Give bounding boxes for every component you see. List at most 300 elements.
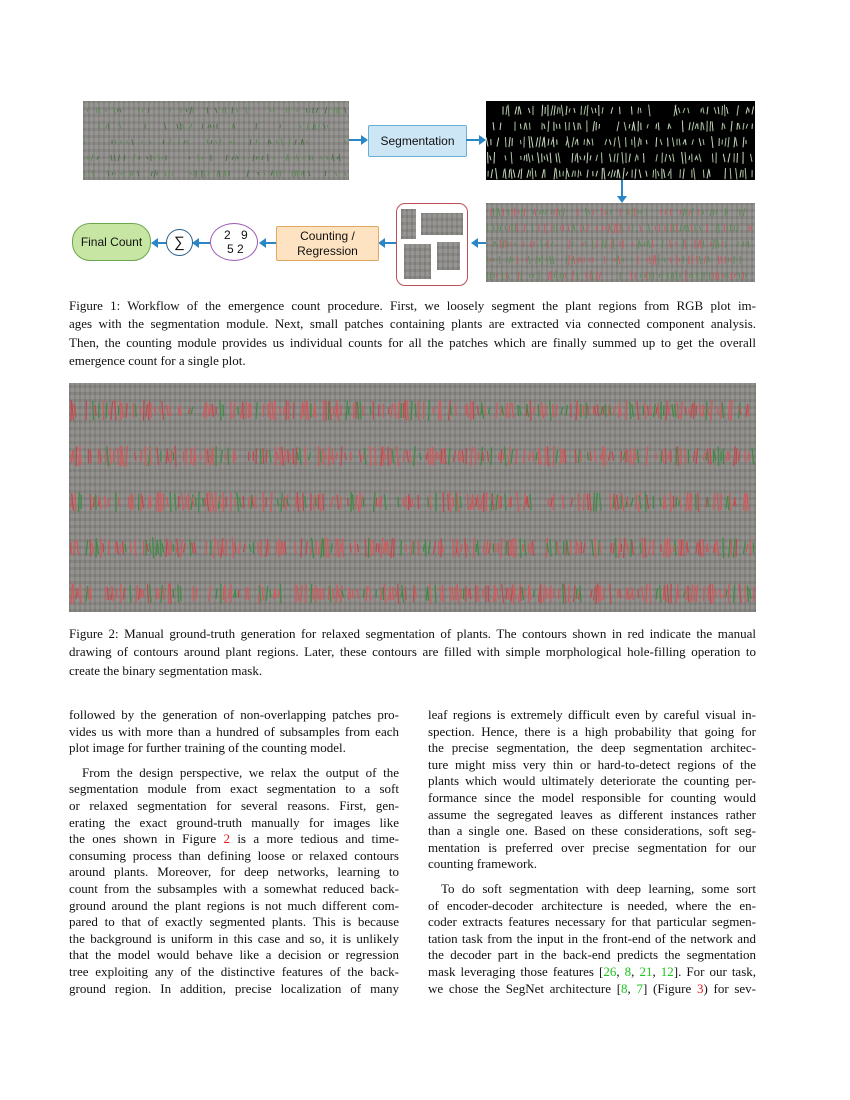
plant-mark <box>454 451 456 462</box>
plant-mark <box>325 171 326 176</box>
body-text-line <box>69 981 399 998</box>
plant-mark <box>442 543 444 553</box>
plant-mark <box>135 539 136 556</box>
plant-mark <box>171 542 172 554</box>
caption-line: Figure 1: Workflow of the emergence count procedure. First, we loosely segment the plant regions from RGB plot im- <box>69 298 756 313</box>
text: tree exploiting any of the distinctive features of the back- <box>69 963 399 979</box>
plant-mark <box>579 405 580 415</box>
arrowhead <box>259 238 266 248</box>
plant-mark <box>566 168 567 179</box>
plant-mark <box>683 140 685 145</box>
plant-mark <box>182 124 184 129</box>
plant-mark <box>489 407 490 414</box>
plant-mark <box>750 540 751 556</box>
plant-mark <box>86 540 88 556</box>
plant-mark <box>337 495 338 510</box>
text: ground around the plant regions is not much different com- <box>69 897 399 913</box>
plant-mark <box>631 498 633 507</box>
plant-mark <box>527 496 528 508</box>
plant-mark <box>328 538 329 557</box>
plant-mark <box>243 402 244 420</box>
plant-mark <box>500 225 501 232</box>
plant-mark <box>106 403 107 419</box>
plant-mark <box>569 108 570 112</box>
body-text-line <box>69 740 399 757</box>
plant-mark <box>554 106 555 116</box>
plant-mark <box>321 538 323 558</box>
plant-mark <box>249 403 250 418</box>
plant-mark <box>685 407 686 415</box>
plant-mark <box>266 539 268 557</box>
plant-mark <box>551 241 553 247</box>
plant-mark <box>664 257 665 262</box>
plant-mark <box>132 495 133 509</box>
body-text-line <box>69 864 399 881</box>
plant-mark <box>591 107 593 113</box>
plant-mark <box>572 171 573 177</box>
plant-mark <box>442 585 443 602</box>
plant-mark <box>610 226 611 230</box>
plant-mark <box>736 138 737 146</box>
plant-mark <box>171 450 172 462</box>
plant-mark <box>309 155 310 160</box>
plant-mark <box>486 138 488 147</box>
plant-mark <box>536 137 538 146</box>
citation-link[interactable]: 8 <box>621 980 628 996</box>
plant-mark <box>689 209 690 215</box>
plant-mark <box>597 404 598 416</box>
plant-mark <box>192 497 193 507</box>
plant-mark <box>676 242 677 246</box>
plant-mark <box>449 586 451 601</box>
plant-mark <box>147 584 148 603</box>
plant-mark <box>587 494 588 510</box>
text: ]. For our task, <box>673 963 757 979</box>
plant-mark <box>736 448 737 464</box>
plant-mark <box>168 540 169 556</box>
plant-mark <box>544 137 545 148</box>
plant-mark <box>667 272 668 279</box>
plant-mark <box>524 494 526 511</box>
plant-mark <box>584 543 586 553</box>
citation-link[interactable]: 26 <box>603 963 617 979</box>
plant-mark <box>235 590 236 598</box>
plant-mark <box>730 225 731 233</box>
body-text-line <box>428 914 756 931</box>
plant-mark <box>476 497 477 507</box>
plant-mark <box>711 400 712 421</box>
plant-mark <box>493 122 494 130</box>
plant-mark <box>527 170 529 178</box>
citation-link[interactable]: 7 <box>636 980 643 996</box>
plant-mark <box>736 168 737 180</box>
plant-mark <box>728 137 729 147</box>
plant-mark <box>731 121 732 132</box>
plant-mark <box>672 137 674 146</box>
count-value: 2 <box>237 242 244 256</box>
text: we chose the SegNet architecture [ <box>428 980 622 996</box>
plant-mark <box>731 271 732 279</box>
plant-mark <box>164 171 166 177</box>
plant-mark <box>675 540 676 555</box>
plant-mark <box>691 585 693 603</box>
plant-mark <box>476 544 477 552</box>
plant-mark <box>130 585 131 603</box>
plant-mark <box>646 272 647 280</box>
plant-mark <box>669 542 671 553</box>
plant-mark <box>734 225 735 231</box>
plant-mark <box>149 401 150 420</box>
plant-mark <box>341 447 342 466</box>
plant-mark <box>518 405 519 416</box>
plant-mark <box>589 493 591 511</box>
plant-mark <box>497 225 499 231</box>
plant-mark <box>475 447 476 465</box>
plant-mark <box>601 453 602 460</box>
plant-mark <box>563 583 564 604</box>
plant-mark <box>551 210 553 214</box>
plant-mark <box>584 155 585 160</box>
plant-mark <box>490 272 491 280</box>
plant-mark <box>596 583 598 604</box>
plant-mark <box>551 225 552 232</box>
plant-mark <box>414 446 416 466</box>
plant-mark <box>407 400 409 421</box>
plant-mark <box>424 544 425 551</box>
plant-mark <box>390 587 391 600</box>
plant-mark <box>236 109 238 112</box>
arrow <box>466 139 480 141</box>
plant-mark <box>685 449 686 463</box>
plant-mark <box>257 172 259 175</box>
text: ] (Figure <box>642 980 697 996</box>
body-text-line <box>428 981 756 998</box>
plant-mark <box>699 256 701 264</box>
plant-mark <box>136 585 137 602</box>
plant-mark <box>268 404 269 417</box>
plant-mark <box>740 170 741 178</box>
plant-mark <box>605 210 607 215</box>
plant-mark <box>207 107 208 113</box>
plant-mark <box>614 138 615 147</box>
plant-mark <box>202 123 203 129</box>
figure-ref-link[interactable]: 3 <box>696 980 704 996</box>
plant-mark <box>329 401 331 420</box>
text: plot image for further training of the counting model. <box>69 740 346 756</box>
plant-mark <box>250 139 251 145</box>
plant-mark <box>277 498 278 506</box>
plant-mark <box>435 585 436 603</box>
plant-mark <box>118 155 120 161</box>
plant-mark <box>699 154 701 162</box>
plant-mark <box>449 400 451 420</box>
plant-mark <box>249 544 251 552</box>
plant-mark <box>90 539 91 556</box>
plant-mark <box>207 493 209 511</box>
plant-mark <box>618 256 620 265</box>
plant-mark <box>202 156 203 159</box>
plant-mark <box>565 273 566 279</box>
plant-mark <box>121 172 122 175</box>
plant-mark <box>728 257 729 262</box>
plant-mark <box>520 140 521 144</box>
plant-mark <box>515 588 516 600</box>
plant-mark <box>95 405 96 416</box>
plant-mark <box>713 209 714 215</box>
plant-mark <box>391 448 392 464</box>
plant-mark <box>561 105 563 116</box>
plant-mark <box>232 156 234 160</box>
plant-mark <box>564 449 566 463</box>
plant-mark <box>115 140 116 144</box>
plant-mark <box>533 241 535 247</box>
plant-mark <box>161 585 162 603</box>
figure-ref-link[interactable]: 2 <box>223 831 230 847</box>
plant-mark <box>530 494 531 510</box>
plant-mark <box>297 586 298 601</box>
plant-mark <box>237 157 238 160</box>
body-text-line <box>69 881 399 898</box>
plant-mark <box>712 584 713 603</box>
plant-mark <box>653 255 655 265</box>
plant-mark <box>178 139 179 145</box>
plant-mark <box>619 538 621 558</box>
plant-mark <box>209 405 210 417</box>
plant-mark <box>535 170 536 176</box>
plant-mark <box>508 105 509 117</box>
plant-mark <box>645 492 646 512</box>
plant-mark <box>659 274 660 278</box>
plant-mark <box>209 492 211 513</box>
plant-mark <box>336 452 337 460</box>
text: around plants. Moreover, for deep networks, learning to <box>69 864 399 880</box>
plant-mark <box>572 223 573 233</box>
plant-mark <box>160 539 161 557</box>
plant-mark <box>498 208 500 216</box>
plant-mark <box>545 242 547 246</box>
plant-mark <box>640 542 641 553</box>
citation-link[interactable]: 8 <box>624 963 632 979</box>
plant-mark <box>670 257 671 263</box>
plant-mark <box>577 271 578 279</box>
arrowhead <box>479 135 486 145</box>
plant-mark <box>261 539 262 557</box>
plant-mark <box>596 240 597 247</box>
body-text-line <box>69 931 399 948</box>
plant-mark <box>752 106 754 114</box>
arrow <box>384 242 396 244</box>
plant-mark <box>285 450 286 462</box>
plant-mark <box>673 272 674 279</box>
plant-mark <box>716 210 717 215</box>
plant-mark <box>486 493 487 511</box>
arrowhead <box>361 135 368 145</box>
plant-mark <box>622 493 624 511</box>
plant-mark <box>279 406 281 414</box>
plant-mark <box>499 495 500 509</box>
plant-mark <box>526 257 527 262</box>
plant-mark <box>515 107 517 115</box>
plant-mark <box>646 140 647 144</box>
plant-mark <box>696 584 698 602</box>
plant-mark <box>605 240 606 248</box>
plant-mark <box>307 401 308 420</box>
plant-mark <box>528 153 530 162</box>
sum-circle <box>166 229 193 256</box>
text: consuming process than defining loose or relaxed contours <box>69 847 399 863</box>
body-text-line <box>69 765 399 782</box>
plant-mark <box>520 586 521 601</box>
plant-mark <box>626 401 627 420</box>
plant-mark <box>97 542 99 555</box>
plant-mark <box>592 540 594 557</box>
plant-mark <box>703 240 704 247</box>
plant-mark <box>559 588 560 599</box>
plant-mark <box>709 258 710 263</box>
plant-mark <box>522 587 524 600</box>
plant-mark <box>344 172 346 176</box>
plant-mark <box>634 447 635 465</box>
citation-link[interactable]: 12 <box>660 963 674 979</box>
patch <box>401 209 416 239</box>
plant-mark <box>596 493 597 512</box>
plant-mark <box>576 589 577 599</box>
plant-mark <box>429 400 430 421</box>
plant-mark <box>628 587 629 600</box>
plant-mark <box>648 406 649 416</box>
plant-mark <box>587 105 588 116</box>
plant-mark <box>154 156 155 159</box>
plant-mark <box>511 540 512 556</box>
plant-mark <box>614 223 616 233</box>
plant-mark <box>583 226 584 231</box>
plant-mark <box>430 448 431 465</box>
plant-mark <box>513 170 515 178</box>
plant-mark <box>574 585 576 601</box>
plant-mark <box>556 271 557 281</box>
plant-mark <box>580 156 581 160</box>
plant-mark <box>520 538 521 558</box>
plant-mark <box>717 539 719 556</box>
plant-mark <box>534 407 535 414</box>
plant-mark <box>329 446 330 466</box>
plant-mark <box>692 208 693 217</box>
plant-mark <box>71 450 73 463</box>
plant-mark <box>109 406 110 414</box>
body-column-left <box>69 707 399 997</box>
plant-mark <box>529 452 531 461</box>
plant-mark <box>608 171 610 175</box>
figure-1-caption <box>69 297 756 370</box>
plant-mark <box>92 543 94 553</box>
plant-mark <box>700 539 701 556</box>
plant-mark <box>369 586 371 601</box>
plant-mark <box>725 256 726 264</box>
plant-mark <box>235 452 236 460</box>
plant-mark <box>530 400 531 420</box>
plant-mark <box>511 449 513 463</box>
text: count from the subsamples with a somewhat reduced back- <box>69 880 399 896</box>
plant-mark <box>722 123 723 130</box>
plant-mark <box>375 447 376 466</box>
plant-mark <box>633 122 635 131</box>
plant-mark <box>391 403 393 417</box>
plant-mark <box>739 584 741 603</box>
plant-mark <box>232 537 233 558</box>
plant-mark <box>539 257 540 262</box>
plant-mark <box>518 170 520 178</box>
plant-mark <box>604 168 605 180</box>
segmentation-label: Segmentation <box>380 133 455 148</box>
plant-mark <box>74 540 75 555</box>
text: the precise segmentation, the deep segmentation architec- <box>428 740 756 756</box>
plant-mark <box>636 495 637 509</box>
caption-line: create the binary segmentation mask. <box>69 662 263 678</box>
plant-mark <box>187 140 188 144</box>
plant-mark <box>667 225 668 232</box>
plant-mark <box>218 541 219 556</box>
plant-mark <box>429 542 430 554</box>
plant-mark <box>402 585 404 603</box>
citation-link[interactable]: 21 <box>639 963 653 979</box>
plant-mark <box>646 208 647 216</box>
plant-mark <box>262 156 263 160</box>
plant-mark <box>430 583 431 604</box>
plant-mark <box>520 124 521 129</box>
plant-mark <box>272 402 274 420</box>
count-value: 2 <box>224 228 231 242</box>
plant-mark <box>619 405 621 416</box>
plant-mark <box>453 539 454 558</box>
plant-mark <box>501 538 502 558</box>
plant-mark <box>737 123 738 130</box>
plant-mark <box>133 154 135 161</box>
plant-mark <box>751 226 752 230</box>
plant-mark <box>296 447 297 465</box>
plant-mark <box>710 241 711 246</box>
plant-mark <box>699 404 701 416</box>
plant-mark <box>632 225 633 232</box>
plant-mark <box>162 543 163 552</box>
plant-mark <box>687 225 689 232</box>
plant-mark <box>564 584 566 603</box>
plant-mark <box>143 590 144 598</box>
plant-mark <box>699 226 701 231</box>
plant-mark <box>223 404 224 416</box>
plant-mark <box>504 447 506 466</box>
body-text-line <box>428 707 756 724</box>
plant-mark <box>381 587 382 600</box>
body-text-line <box>69 947 399 964</box>
arrow <box>621 180 623 197</box>
plant-mark <box>698 240 700 247</box>
plant-mark <box>405 401 406 420</box>
plant-mark <box>533 540 534 556</box>
plant-mark <box>182 493 184 510</box>
plant-mark <box>685 270 686 280</box>
plant-mark <box>345 108 346 114</box>
plant-mark <box>709 272 710 279</box>
plant-mark <box>617 495 619 509</box>
plant-mark <box>235 155 237 161</box>
plant-mark <box>623 168 624 180</box>
plant-mark <box>376 543 377 552</box>
plant-mark <box>575 449 576 463</box>
plant-mark <box>142 109 144 113</box>
plant-mark <box>492 494 494 510</box>
plant-mark <box>530 241 531 248</box>
plant-mark <box>139 588 140 600</box>
